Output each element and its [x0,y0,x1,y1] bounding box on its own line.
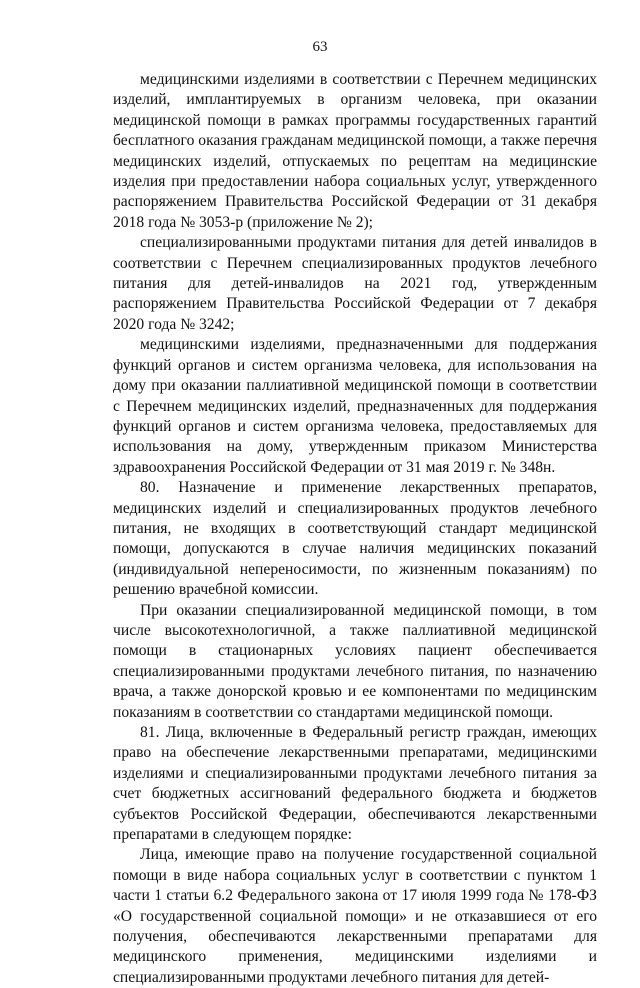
paragraph-palliative-devices: медицинскими изделиями, предназначенными для поддержания функций органов и систем организма человека, для использования на дому при оказании паллиативной медицинской помощи в соответствии с Перечнем медицинских изделий, предназначенных для поддержания функций органов и систем организма человека, предоставляемых для использования на дому, утвержденным приказом Министерства здравоохранения Российской Федерации от 31 мая 2019 г. № 348н. [113,336,597,476]
page-number: 63 [312,39,328,55]
paragraph-specialized-care: При оказании специализированной медицинской помощи, в том числе высокотехнологичной, а также паллиативной медицинской помощи в стационарных условиях пациент обеспечивается специализированными продуктами лечебного питания, по назначению врача, а также донорской кровью и ее компонентами по медицинским показаниям в соответствии со стандартами медицинской помощи. [113,601,597,721]
paragraph-social-assistance: Лица, имеющие право на получение государственной социальной помощи в виде набора социальных услуг в соответствии с пунктом 1 части 1 статьи 6.2 Федерального закона от 17 июля 1999 года № 178-ФЗ «О государственной социальной помощи» и не отказавшиеся от его получения, обеспечиваются лекарственными препаратами для медицинского применения, медицинскими изделиями и специализированными продуктами лечебного питания для детей- [113,846,597,986]
document-body [113,70,597,988]
paragraph-item-80: 80. Назначение и применение лекарственных препаратов, медицинских изделий и специализированных продуктов лечебного питания, не входящих в соответствующий стандарт медицинской помощи, допускаются в случае наличия медицинских показаний (индивидуальной непереносимости, по жизненным показаниям) по решению врачебной комиссии. [113,479,597,599]
paragraph-item-81: 81. Лица, включенные в Федеральный регистр граждан, имеющих право на обеспечение лекарственными препаратами, медицинскими изделиями и специализированными продуктами лечебного питания за счет бюджетных ассигнований федерального бюджета и бюджетов субъектов Российской Федерации, обеспечиваются лекарственными препаратами в следующем порядке: [113,724,597,844]
paragraph-continuation: медицинскими изделиями в соответствии с Перечнем медицинских изделий, имплантируемых в организм человека, при оказании медицинской помощи в рамках программы государственных гарантий бесплатного оказания гражданам медицинской помощи, а также перечня медицинских изделий, отпускаемых по рецептам на медицинские изделия при предоставлении набора социальных услуг, утвержденного распоряжением Правительства Российской Федерации от 31 декабря 2018 года № 3053-р (приложение № 2); [113,71,597,231]
paragraph-special-nutrition: специализированными продуктами питания для детей инвалидов в соответствии с Перечнем специализированных продуктов лечебного питания для детей-инвалидов на 2021 год, утвержденным распоряжением Правительства Российской Федерации от 7 декабря 2020 года № 3242; [113,234,597,333]
